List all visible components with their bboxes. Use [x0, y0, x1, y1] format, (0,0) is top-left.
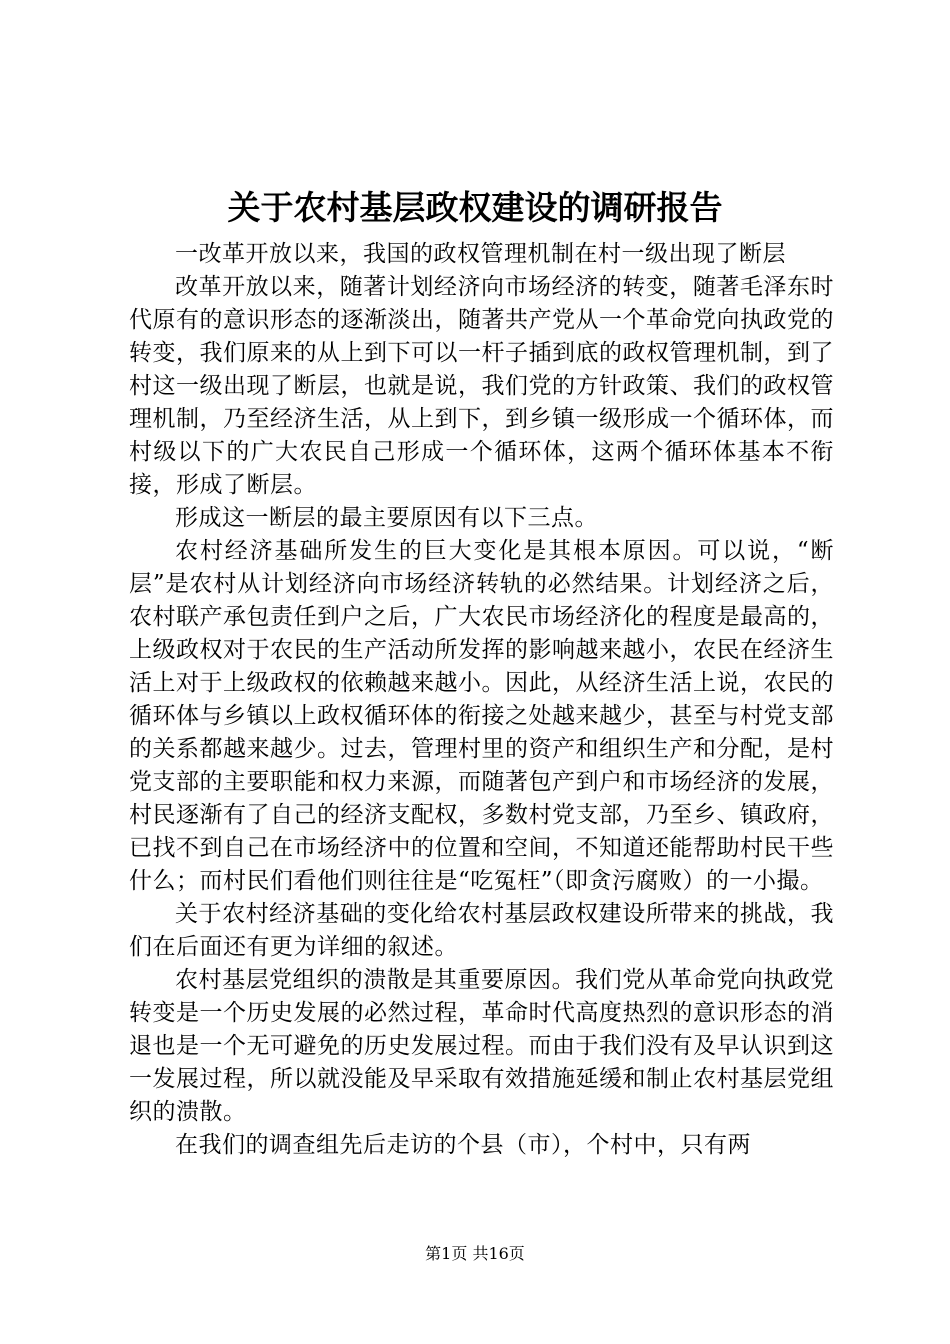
document-title: 关于农村基层政权建设的调研报告 — [227, 188, 723, 227]
paragraph: 农村经济基础所发生的巨大变化是其根本原因。可以说，“断层”是农村从计划经济向市场经济转轨的必然结果。计划经济之后，农村联产承包责任到户之后，广大农民市场经济化的程度是最高的，上级政权对于农民的生产活动所发挥的影响越来越小，农民在经济生活上对于上级政权的依赖越来越小。因此，从经济生活上说，农民的循环体与乡镇以上政权循环体的衔接之处越来越少，甚至与村党支部的关系都越来越少。过去，管理村里的资产和组织生产和分配，是村党支部的主要职能和权力来源，而随著包产到户和市场经济的发展，村民逐渐有了自己的经济支配权，多数村党支部，乃至乡、镇政府，已找不到自己在市场经济中的位置和空间，不知道还能帮助村民干些什么；而村民们看他们则往往是“吃冤枉”（即贪污腐败）的一小撮。 — [129, 538, 834, 894]
page-footer: 第1页 共16页 — [425, 1244, 525, 1263]
document-body — [129, 238, 834, 1162]
paragraph: 形成这一断层的最主要原因有以下三点。 — [175, 505, 598, 531]
paragraph: 关于农村经济基础的变化给农村基层政权建设所带来的挑战，我们在后面还有更为详细的叙述。 — [129, 901, 834, 960]
paragraph: 农村基层党组织的溃散是其重要原因。我们党从革命党向执政党转变是一个历史发展的必然过程，革命时代高度热烈的意识形态的消退也是一个无可避免的历史发展过程。而由于我们没有及早认识到这一发展过程，所以就没能及早采取有效措施延缓和制止农村基层党组织的溃散。 — [129, 967, 834, 1125]
paragraph: 一改革开放以来，我国的政权管理机制在村一级出现了断层 — [175, 241, 786, 267]
paragraph: 改革开放以来，随著计划经济向市场经济的转变，随著毛泽东时代原有的意识形态的逐渐淡出，随著共产党从一个革命党向执政党的转变，我们原来的从上到下可以一杆子插到底的政权管理机制，到了村这一级出现了断层，也就是说，我们党的方针政策、我们的政权管理机制，乃至经济生活，从上到下，到乡镇一级形成一个循环体，而村级以下的广大农民自己形成一个循环体，这两个循环体基本不衔接，形成了断层。 — [129, 274, 834, 498]
paragraph: 在我们的调查组先后走访的个县（市），个村中，只有两 — [175, 1132, 751, 1158]
